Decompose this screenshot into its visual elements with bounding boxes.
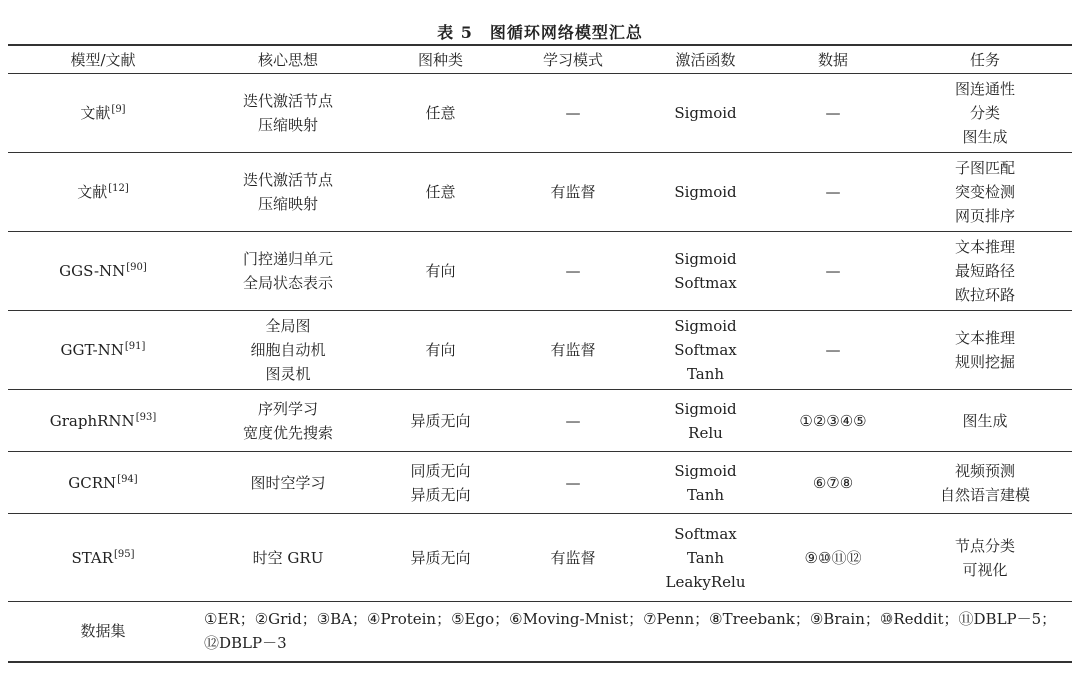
header-learning-mode: 学习模式	[503, 45, 643, 74]
task-cell-line: 图连通性	[954, 80, 1015, 98]
activation-cell	[643, 74, 768, 153]
dataset-line: ⑫DBLP－3	[204, 634, 287, 653]
data-cell: —	[768, 232, 898, 311]
data-cell: ⑥⑦⑧	[768, 452, 898, 514]
idea-cell	[198, 153, 378, 232]
graph-type-cell	[378, 390, 503, 452]
data-cell: —	[768, 74, 898, 153]
dataset-label: 数据集	[8, 602, 198, 662]
table-row	[8, 452, 1072, 514]
header-graph-type: 图种类	[378, 45, 503, 74]
activation-cell-line: Softmax	[674, 341, 737, 359]
idea-cell	[198, 232, 378, 311]
header-task: 任务	[898, 45, 1072, 74]
header-activation: 激活函数	[643, 45, 768, 74]
model-cell	[8, 390, 198, 452]
dataset-line: ①ER；②Grid；③BA；④Protein；⑤Ego；⑥Moving-Mnist；⑦Penn；⑧Treebank；⑨Brain；⑩Reddit；⑪DBLP－5；	[204, 610, 1057, 629]
activation-cell	[643, 232, 768, 311]
activation-cell-line: Sigmoid	[674, 183, 737, 201]
task-cell-line: 自然语言建模	[939, 485, 1030, 504]
table-caption: 表 5 图循环网络模型汇总	[437, 23, 643, 42]
activation-cell	[643, 452, 768, 514]
task-cell	[898, 232, 1072, 311]
task-cell	[898, 311, 1072, 390]
activation-cell	[643, 153, 768, 232]
model-name: GGT-NN	[60, 341, 124, 359]
data-cell: —	[768, 311, 898, 390]
task-cell-line: 规则挖掘	[954, 353, 1015, 371]
learning-mode-cell: —	[503, 74, 643, 153]
table-row	[8, 311, 1072, 390]
reference-mark: [94]	[117, 473, 138, 485]
task-cell-line: 突变检测	[954, 183, 1015, 201]
model-name: GraphRNN	[49, 411, 135, 430]
model-cell	[8, 153, 198, 232]
idea-cell	[198, 74, 378, 153]
task-cell-line: 视频预测	[954, 461, 1015, 480]
activation-cell-line: Relu	[688, 423, 723, 442]
activation-cell	[643, 514, 768, 602]
activation-cell-line: Softmax	[674, 524, 737, 543]
graph-type-cell-line: 异质无向	[410, 485, 471, 504]
idea-cell-line: 压缩映射	[257, 116, 318, 134]
model-cell	[8, 232, 198, 311]
model-name: STAR	[71, 548, 114, 567]
table-row	[8, 390, 1072, 452]
activation-cell-line: Tanh	[686, 365, 725, 383]
idea-cell-line: 宽度优先搜索	[242, 423, 333, 442]
table-row	[8, 74, 1072, 153]
idea-cell-line: 迭代激活节点	[242, 92, 333, 110]
activation-cell-line: LeakyRelu	[665, 572, 746, 591]
model-cell	[8, 74, 198, 153]
graph-type-cell	[378, 514, 503, 602]
graph-type-cell-line: 有向	[425, 262, 456, 280]
data-cell: ①②③④⑤	[768, 390, 898, 452]
activation-cell-line: Sigmoid	[674, 399, 737, 418]
table-row	[8, 514, 1072, 602]
task-cell	[898, 452, 1072, 514]
idea-cell	[198, 452, 378, 514]
task-cell-line: 欧拉环路	[954, 286, 1015, 304]
idea-cell-line: 图时空学习	[250, 473, 326, 492]
idea-cell-line: 迭代激活节点	[242, 171, 333, 189]
task-cell	[898, 153, 1072, 232]
graph-type-cell-line: 异质无向	[410, 411, 471, 430]
idea-cell	[198, 390, 378, 452]
activation-cell-line: Sigmoid	[674, 461, 737, 480]
learning-mode-cell: 有监督	[503, 311, 643, 390]
graph-type-cell-line: 异质无向	[410, 548, 471, 567]
learning-mode-cell: —	[503, 390, 643, 452]
task-cell-line: 分类	[969, 104, 1000, 122]
activation-cell-line: Tanh	[686, 485, 725, 504]
header-data: 数据	[768, 45, 898, 74]
data-cell: ⑨⑩⑪⑫	[768, 514, 898, 602]
task-cell-line: 子图匹配	[954, 159, 1015, 177]
graph-type-cell	[378, 74, 503, 153]
graph-type-cell	[378, 232, 503, 311]
learning-mode-cell: —	[503, 232, 643, 311]
idea-cell-line: 细胞自动机	[250, 341, 326, 359]
graph-type-cell-line: 任意	[425, 183, 456, 201]
graph-type-cell-line: 有向	[425, 341, 456, 359]
idea-cell-line: 时空 GRU	[252, 548, 324, 567]
activation-cell	[643, 311, 768, 390]
graph-type-cell	[378, 153, 503, 232]
activation-cell-line: Tanh	[686, 548, 725, 567]
task-cell	[898, 514, 1072, 602]
table-row	[8, 232, 1072, 311]
graph-type-cell-line: 任意	[425, 104, 456, 122]
task-cell-line: 最短路径	[954, 262, 1015, 280]
header-idea: 核心思想	[198, 45, 378, 74]
idea-cell-line: 压缩映射	[257, 195, 318, 213]
graph-type-cell-line: 同质无向	[410, 461, 471, 480]
activation-cell-line: Sigmoid	[674, 104, 737, 122]
learning-mode-cell: —	[503, 452, 643, 514]
learning-mode-cell: 有监督	[503, 514, 643, 602]
activation-cell-line: Sigmoid	[674, 250, 737, 268]
activation-cell-line: Softmax	[674, 274, 737, 292]
activation-cell	[643, 390, 768, 452]
task-cell	[898, 74, 1072, 153]
header-model: 模型/文献	[8, 45, 198, 74]
reference-mark: [12]	[108, 183, 129, 194]
idea-cell-line: 序列学习	[257, 399, 318, 418]
reference-mark: [90]	[126, 262, 147, 273]
reference-mark: [9]	[111, 104, 126, 115]
reference-mark: [95]	[114, 548, 135, 560]
idea-cell-line: 门控递归单元	[242, 250, 333, 268]
dataset-list	[198, 602, 1072, 662]
activation-cell-line: Sigmoid	[674, 317, 737, 335]
task-cell-line: 文本推理	[954, 238, 1015, 256]
idea-cell-line: 全局图	[265, 317, 311, 335]
idea-cell-line: 全局状态表示	[242, 274, 333, 292]
model-name: 文献	[80, 104, 111, 122]
idea-cell	[198, 311, 378, 390]
summary-table	[8, 44, 1072, 663]
table-row	[8, 153, 1072, 232]
task-cell-line: 图生成	[962, 128, 1008, 146]
model-name: GCRN	[68, 473, 117, 492]
data-cell: —	[768, 153, 898, 232]
task-cell-line: 图生成	[962, 411, 1008, 430]
graph-type-cell	[378, 452, 503, 514]
model-name: GGS-NN	[59, 262, 126, 280]
graph-type-cell	[378, 311, 503, 390]
model-name: 文献	[77, 183, 108, 201]
task-cell-line: 节点分类	[954, 536, 1015, 555]
header-row	[8, 45, 1072, 74]
reference-mark: [93]	[135, 411, 157, 423]
idea-cell-line: 图灵机	[265, 365, 311, 383]
task-cell-line: 可视化	[962, 560, 1008, 579]
idea-cell	[198, 514, 378, 602]
model-cell	[8, 514, 198, 602]
model-cell	[8, 311, 198, 390]
reference-mark: [91]	[124, 341, 146, 352]
task-cell-line: 文本推理	[954, 329, 1015, 347]
dataset-row	[8, 602, 1072, 662]
learning-mode-cell: 有监督	[503, 153, 643, 232]
task-cell-line: 网页排序	[954, 207, 1015, 225]
task-cell	[898, 390, 1072, 452]
model-cell	[8, 452, 198, 514]
